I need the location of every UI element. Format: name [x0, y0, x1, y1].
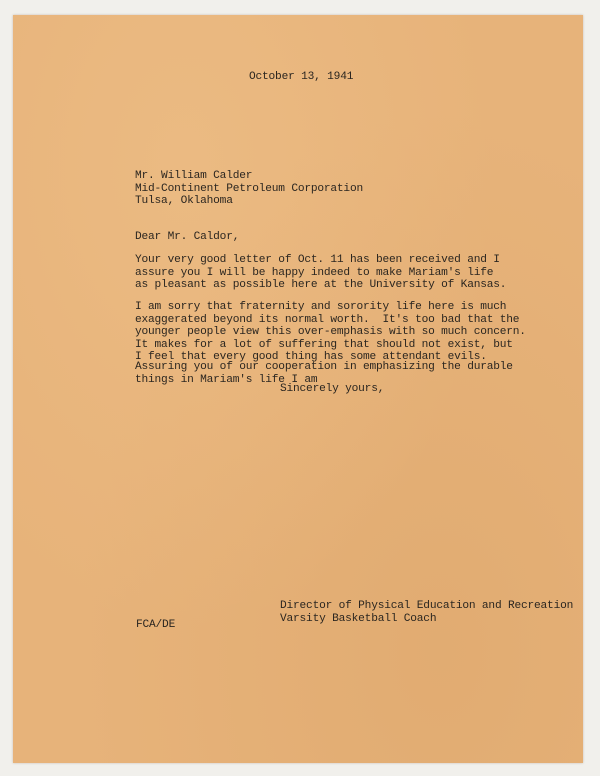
paragraph-line: I feel that every good thing has some attendant evils. — [135, 351, 487, 363]
paragraph-line: It makes for a lot of suffering that should not exist, but — [135, 338, 513, 351]
recipient-company: Mid-Continent Petroleum Corporation — [135, 182, 363, 195]
paragraph-1 — [135, 254, 506, 292]
paragraph-line: things in Mariam's life I am — [135, 373, 318, 386]
paragraph-line: younger people view this over-emphasis with so much concern. — [135, 326, 526, 338]
signature-title-line: Director of Physical Education and Recreation — [280, 600, 574, 612]
signature-title-line: Varsity Basketball Coach — [280, 612, 437, 625]
recipient-location: Tulsa, Oklahoma — [135, 195, 233, 207]
typist-initials: FCA/DE — [136, 619, 176, 631]
paragraph-line: assure you I will be happy indeed to make Mariam's life — [135, 266, 494, 279]
paragraph-line: Assuring you of our cooperation in emphasizing the durable — [135, 361, 513, 373]
paragraph-line: exaggerated beyond its normal worth. It's too bad that the — [135, 313, 520, 326]
paragraph-line: I am sorry that fraternity and sorority life here is much — [135, 301, 507, 313]
signature-title — [280, 600, 573, 625]
recipient-address — [135, 170, 363, 208]
paragraph-line: Your very good letter of Oct. 11 has been received and I — [135, 254, 500, 266]
salutation: Dear Mr. Caldor, — [135, 231, 240, 243]
recipient-name: Mr. William Calder — [135, 170, 253, 182]
paragraph-2 — [135, 301, 526, 364]
paragraph-line: as pleasant as possible here at the University of Kansas. — [135, 279, 507, 291]
letter-date: October 13, 1941 — [249, 71, 354, 83]
closing: Sincerely yours, — [280, 383, 385, 395]
